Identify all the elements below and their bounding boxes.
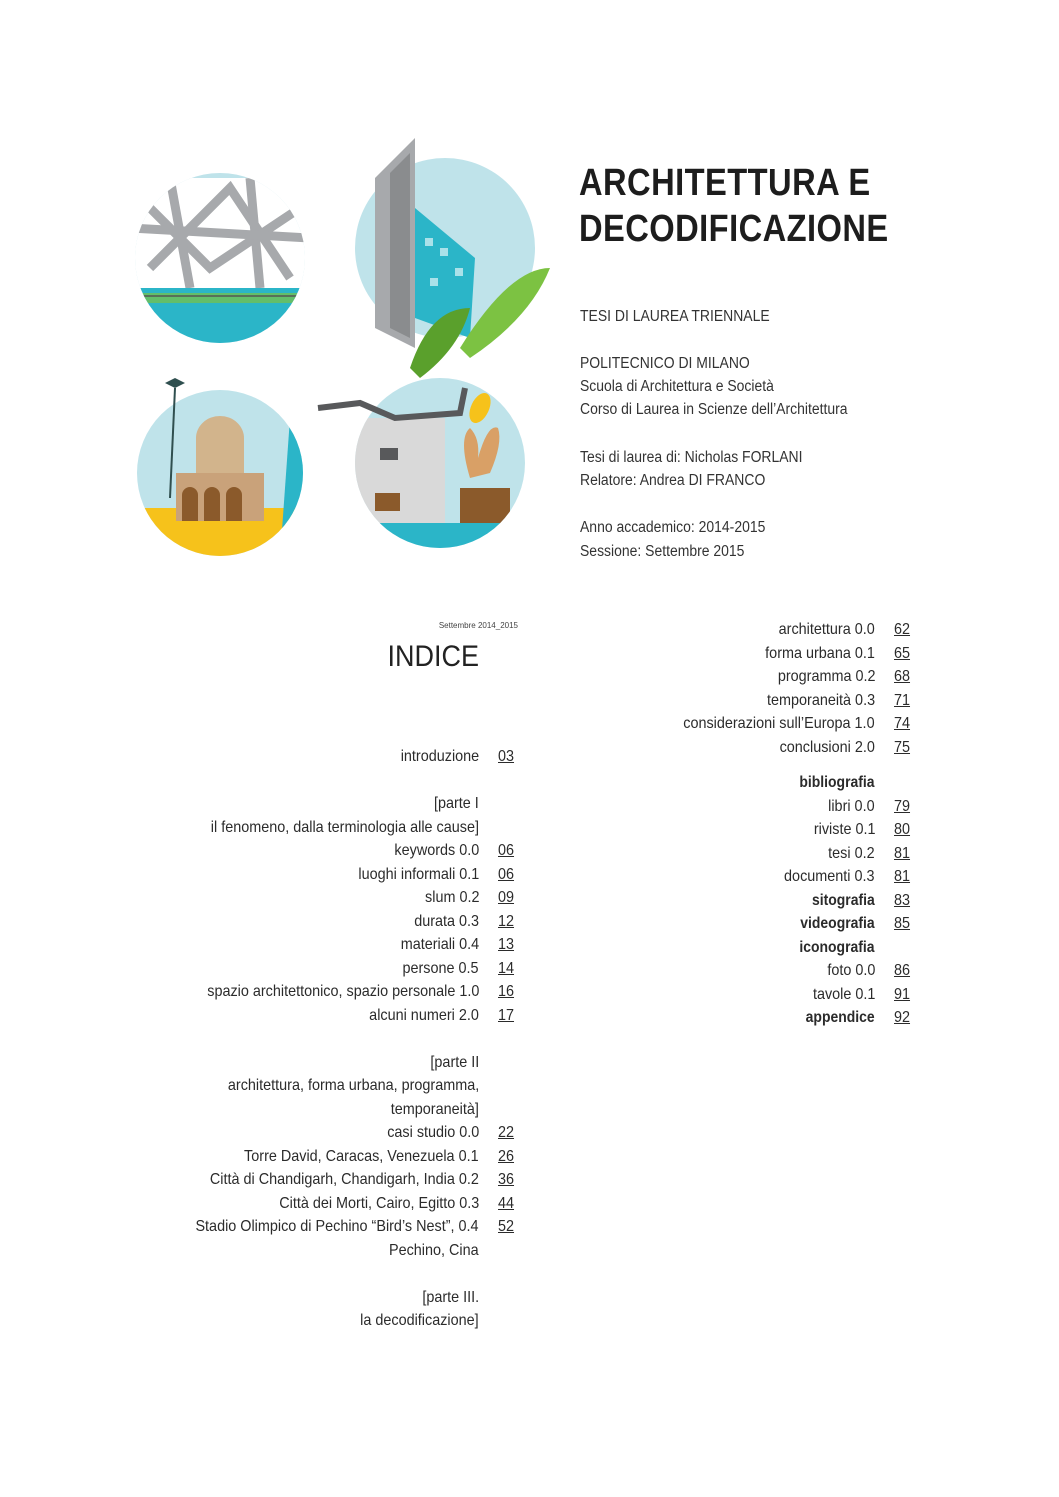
toc-entry[interactable] [560, 959, 911, 983]
toc-page-link[interactable]: 68 [894, 668, 911, 685]
advisor: Relatore: Andrea DI FRANCO [580, 472, 766, 489]
toc-entry-label: riviste 0.1 [813, 821, 875, 838]
toc-entry [100, 1239, 479, 1263]
toc-entry[interactable] [560, 642, 911, 666]
toc-entry-label: sitografia [812, 891, 875, 909]
toc-entry-label: Stadio Olimpico di Pechino “Bird’s Nest”, 0.4 [195, 1218, 479, 1235]
toc-entry[interactable] [560, 665, 911, 689]
section-heading [100, 816, 479, 840]
toc-entry-label: Pechino, Cina [389, 1241, 479, 1259]
section-heading [100, 1286, 479, 1310]
toc-entry-label: durata 0.3 [414, 912, 479, 930]
university: POLITECNICO DI MILANO [580, 355, 750, 372]
toc-entry[interactable] [100, 1168, 515, 1192]
section-heading-line: [parte III. [422, 1288, 479, 1306]
toc-entry-label: considerazioni sull’Europa 1.0 [683, 715, 875, 732]
section-heading-line: iconografia [799, 938, 875, 956]
toc-entry[interactable] [560, 983, 911, 1007]
section-heading-line: [parte II [430, 1053, 479, 1071]
toc-page-link[interactable]: 83 [894, 891, 911, 909]
toc-page-link[interactable]: 80 [894, 821, 911, 838]
toc-page-link[interactable]: 65 [894, 644, 911, 662]
toc-entry-label: introduzione [400, 748, 479, 765]
section-heading [100, 1098, 479, 1122]
section-heading [560, 936, 875, 960]
thesis-type: TESI DI LAUREA TRIENNALE [580, 308, 770, 325]
toc-entry-label: forma urbana 0.1 [765, 644, 875, 662]
toc-entry-label: alcuni numeri 2.0 [369, 1006, 479, 1024]
section-heading [100, 1309, 479, 1333]
toc-page-link[interactable]: 85 [894, 915, 911, 932]
toc-page-link[interactable]: 91 [894, 985, 911, 1003]
toc-page-link[interactable]: 71 [894, 691, 911, 709]
toc-entry[interactable] [100, 1215, 515, 1239]
toc-entry[interactable] [100, 1192, 515, 1216]
toc-page-link[interactable]: 86 [894, 962, 911, 979]
toc-page-link[interactable]: 75 [894, 738, 911, 756]
birds-nest-vignette [130, 173, 310, 348]
toc-entry-label: Città dei Morti, Cairo, Egitto 0.3 [278, 1194, 479, 1212]
toc-entry-label: appendice [805, 1009, 875, 1026]
toc-page-link[interactable]: 36 [498, 1171, 515, 1188]
toc-entry[interactable] [100, 863, 515, 887]
title-line-2: DECODIFICAZIONE [579, 208, 889, 250]
academic-year: Anno accademico: 2014-2015 [580, 519, 766, 536]
toc-entry[interactable] [100, 745, 515, 769]
section-heading-line: la decodificazione] [360, 1312, 479, 1329]
toc-page-link[interactable]: 81 [894, 844, 911, 862]
title-line-1: ARCHITETTURA E [579, 162, 871, 204]
cover-illustration [130, 118, 550, 558]
toc-entry[interactable] [560, 618, 911, 642]
toc-entry-label: libri 0.0 [828, 797, 875, 815]
toc-entry[interactable] [560, 795, 911, 819]
toc-right-column [560, 618, 911, 1030]
section-heading [100, 792, 479, 816]
toc-page-link[interactable]: 62 [894, 621, 911, 638]
toc-entry[interactable] [560, 912, 911, 936]
toc-entry-label: tavole 0.1 [812, 985, 875, 1003]
toc-entry-label: keywords 0.0 [394, 842, 479, 859]
toc-page-link[interactable]: 06 [498, 842, 515, 859]
toc-entry[interactable] [100, 980, 515, 1004]
toc-entry-label: videografia [800, 915, 875, 932]
toc-page-link[interactable]: 52 [498, 1218, 515, 1235]
section-heading [560, 771, 875, 795]
toc-entry-label: foto 0.0 [826, 962, 875, 979]
toc-page-link[interactable]: 14 [498, 959, 515, 977]
toc-page-link[interactable]: 79 [894, 797, 911, 815]
chandigarh-vignette [318, 378, 535, 558]
toc-page-link[interactable]: 74 [894, 715, 911, 732]
mosque-vignette [130, 378, 315, 558]
toc-entry[interactable] [100, 910, 515, 934]
section-heading-line: temporaneità] [390, 1100, 479, 1118]
date-caption: Settembre 2014_2015 [438, 621, 518, 630]
toc-entry[interactable] [560, 689, 911, 713]
toc-entry-label: tesi 0.2 [828, 844, 875, 862]
toc-entry-label: Torre David, Caracas, Venezuela 0.1 [244, 1147, 479, 1165]
section-heading [100, 1051, 479, 1075]
toc-entry[interactable] [560, 865, 911, 889]
section-heading-line: [parte I [434, 795, 479, 812]
toc-entry[interactable] [560, 818, 911, 842]
toc-page-link[interactable]: 92 [894, 1009, 911, 1026]
section-heading-line: architettura, forma urbana, programma, [227, 1077, 479, 1094]
toc-entry[interactable] [100, 1004, 515, 1028]
toc-entry[interactable] [100, 933, 515, 957]
toc-entry-label: Città di Chandigarh, Chandigarh, India 0.2 [210, 1171, 479, 1188]
toc-page-link[interactable]: 06 [498, 865, 515, 883]
toc-page-link[interactable]: 44 [498, 1194, 515, 1212]
toc-page-link[interactable]: 12 [498, 912, 515, 930]
section-heading [100, 1074, 479, 1098]
toc-entry-label: programma 0.2 [777, 668, 875, 685]
torre-david-vignette [355, 138, 550, 378]
toc-entry[interactable] [560, 1006, 911, 1030]
toc-entry-label: spazio architettonico, spazio personale 1.0 [206, 983, 479, 1000]
toc-entry[interactable] [100, 1145, 515, 1169]
toc-entry-label: temporaneità 0.3 [766, 691, 875, 709]
toc-entry-label: documenti 0.3 [784, 868, 875, 885]
section-heading-line: bibliografia [799, 774, 875, 791]
toc-page-link[interactable]: 26 [498, 1147, 515, 1165]
section-heading-line: il fenomeno, dalla terminologia alle cause] [210, 818, 479, 836]
toc-page-link[interactable]: 13 [498, 936, 515, 953]
toc-entry[interactable] [560, 842, 911, 866]
toc-entry[interactable] [560, 889, 911, 913]
toc-page-link[interactable]: 16 [498, 983, 515, 1000]
toc-page-link[interactable]: 09 [498, 889, 515, 906]
toc-entry-label: casi studio 0.0 [386, 1124, 479, 1141]
toc-entry[interactable] [100, 957, 515, 981]
toc-entry-label: slum 0.2 [424, 889, 479, 906]
toc-entry-label: persone 0.5 [402, 959, 479, 977]
toc-entry-label: conclusioni 2.0 [779, 738, 875, 756]
toc-page-link[interactable]: 81 [894, 868, 911, 885]
session: Sessione: Settembre 2015 [580, 543, 745, 560]
toc-entry[interactable] [100, 1121, 515, 1145]
toc-entry-label: materiali 0.4 [400, 936, 479, 953]
toc-page-link[interactable]: 03 [498, 748, 515, 765]
toc-entry-label: architettura 0.0 [778, 621, 875, 638]
toc-left-column [100, 745, 515, 1333]
toc-entry[interactable] [560, 712, 911, 736]
toc-entry[interactable] [100, 839, 515, 863]
index-heading: INDICE [387, 640, 479, 673]
school: Scuola di Architettura e Società [580, 378, 774, 395]
toc-page-link[interactable]: 17 [498, 1006, 515, 1024]
author: Tesi di laurea di: Nicholas FORLANI [580, 449, 803, 466]
toc-entry-label: luoghi informali 0.1 [358, 865, 479, 883]
course: Corso di Laurea in Scienze dell’Architettura [580, 401, 848, 418]
toc-entry[interactable] [100, 886, 515, 910]
toc-entry[interactable] [560, 736, 911, 760]
toc-page-link[interactable]: 22 [498, 1124, 515, 1141]
document-title [579, 160, 889, 252]
